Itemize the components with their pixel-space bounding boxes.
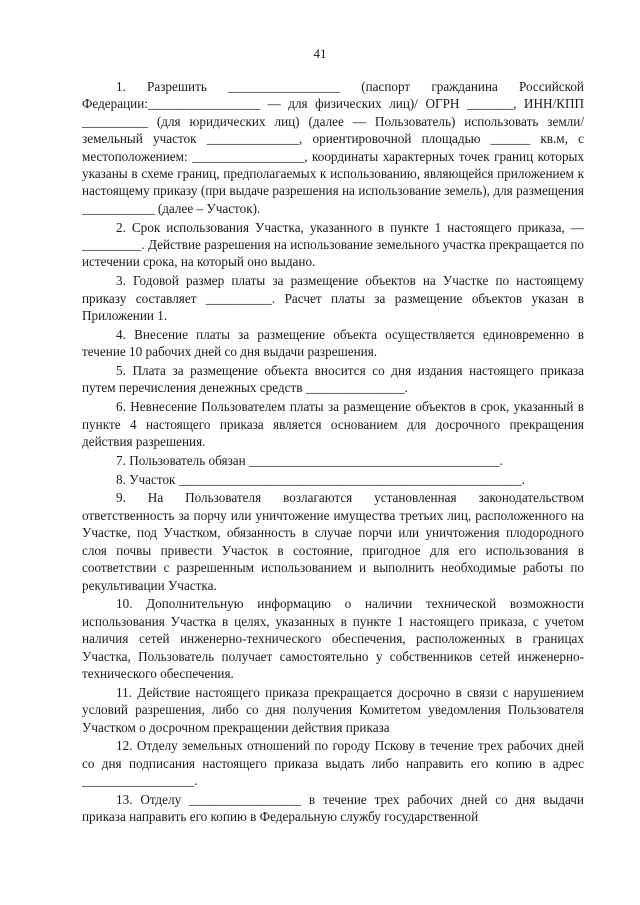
paragraph-9: 9. На Пользователя возлагаются установленная законодательством ответственность за порчу или уничтожение имущества третьих лиц, расположенного на Участке, под Участком, обязанность в случае порчи или уничтожения плодородного слоя почвы привести Участок в состояние, пригодное для его использования в соответствии с разрешенным использованием и выполнить необходимые работы по рекультивации Участка. xyxy=(82,490,584,593)
document-body xyxy=(82,78,584,827)
paragraph-13: 13. Отделу _________________ в течение трех рабочих дней со дня выдачи приказа направить его копию в Федеральную службу государственной xyxy=(82,791,584,825)
paragraph-8: 8. Участок ____________________________________________________. xyxy=(116,471,525,487)
paragraph-4: 4. Внесение платы за размещение объекта осуществляется единовременно в течение 10 рабочих дней со дня выдачи разрешения. xyxy=(82,326,584,360)
paragraph-5: 5. Плата за размещение объекта вносится со дня издания настоящего приказа путем перечисления денежных средств _______________. xyxy=(82,363,584,396)
paragraph-2: 2. Срок использования Участка, указанного в пункте 1 настоящего приказа, — _________. Действие разрешения на использование земельного участка прекращается по истечении срока, на который оно выдано. xyxy=(82,219,584,270)
paragraph-3: 3. Годовой размер платы за размещение объектов на Участке по настоящему приказу составляет __________. Расчет платы за размещение объектов указан в Приложении 1. xyxy=(82,273,584,324)
paragraph-12: 12. Отделу земельных отношений по городу Пскову в течение трех рабочих дней со дня подписания настоящего приказа выдать либо направить его копию в адрес _________________. xyxy=(82,738,584,789)
paragraph-1: 1. Разрешить _________________ (паспорт гражданина Российской Федерации:_________________ — для физических лиц)/ ОГРН _______, ИНН/КПП __________ (для юридических лиц) (далее — Пользователь) использовать земли/земельный участок ______________, ориентировочной площадью ______ кв.м, с местоположением: _________________, координаты характерных точек границ которых указаны в схеме границ, предполагаемых к использованию, являющейся приложением к настоящему приказу (при выдаче разрешения на использование земель), для размещения ___________ (далее – Участок). xyxy=(82,79,584,216)
page-number: 41 xyxy=(313,46,327,61)
paragraph-6: 6. Невнесение Пользователем платы за размещение объектов в срок, указанный в пункте 4 настоящего приказа является основанием для досрочного прекращения действия разрешения. xyxy=(82,399,584,450)
paragraph-11: 11. Действие настоящего приказа прекращается досрочно в связи с нарушением условий разрешения, либо со дня получения Комитетом уведомления Пользователя Участком о досрочном прекращении действия приказа xyxy=(82,684,584,735)
paragraph-10: 10. Дополнительную информацию о наличии технической возможности использования Участка в целях, указанных в пункте 1 настоящего приказа, с учетом наличия сетей инженерно-технического обеспечения, расположенных в границах Участка, Пользователь получает самостоятельно у собственников сетей инженерно-технического обеспечения. xyxy=(82,596,584,681)
paragraph-7: 7. Пользователь обязан ______________________________________. xyxy=(116,452,503,468)
